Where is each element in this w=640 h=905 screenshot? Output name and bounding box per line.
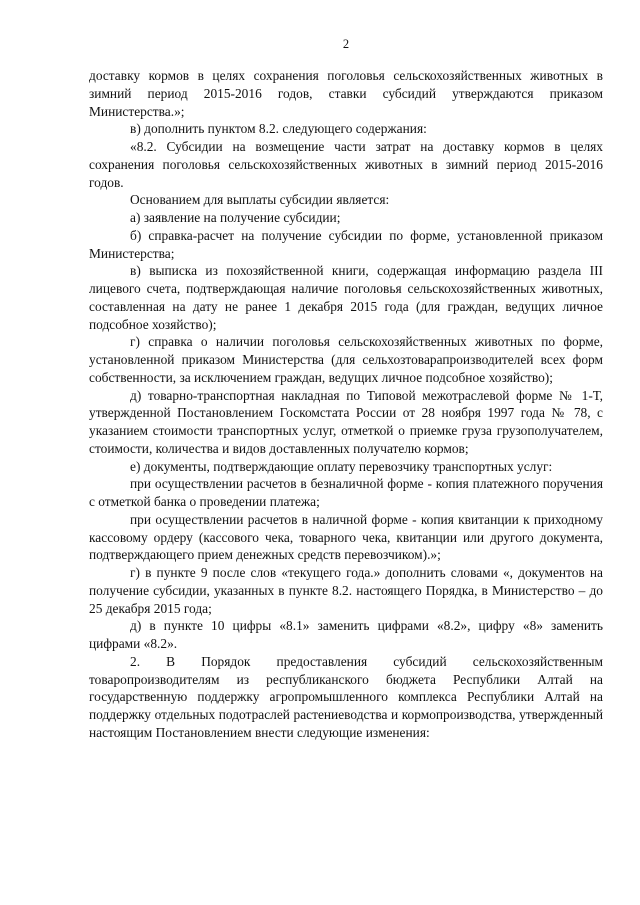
page-number: 2: [342, 37, 350, 51]
paragraph-point-8-2: «8.2. Субсидии на возмещение части затрат на доставку кормов в целях сохранения поголовья сельскохозяйственных животных в зимний период 2015-2016 годов.: [89, 139, 603, 190]
paragraph-item-d-point-10: д) в пункте 10 цифры «8.1» заменить цифрами «8.2», цифру «8» заменить цифрами «8.2».: [89, 618, 603, 651]
paragraph-item-v: в) дополнить пунктом 8.2. следующего содержания:: [130, 121, 427, 137]
paragraph-item-g-point-9: г) в пункте 9 после слов «текущего года.» дополнить словами «, документов на получение субсидии, указанных в пункте 8.2. настоящего Порядка, в Министерство – до 25 декабря 2015 года;: [89, 565, 603, 616]
paragraph-cash-payment: при осуществлении расчетов в наличной форме - копия квитанции к приходному кассовому ордеру (кассового чека, товарного чека, квитанции или другого документа, подтверждающего прием денежных средств перевозчиком).»;: [89, 511, 603, 563]
list-item-d: д) товарно-транспортная накладная по Типовой межотраслевой форме № 1-Т, утвержденной Постановлением Госкомстата России от 28 ноября 1997 года № 78, с указанием стоимости транспортных услуг, отметкой о приемке груза грузополучателем, стоимости, количества и видов доставленных получателю кормов;: [89, 387, 603, 456]
list-item-b: б) справка-расчет на получение субсидии по форме, установленной приказом Министерства;: [89, 227, 603, 261]
paragraph-continuation: доставку кормов в целях сохранения поголовья сельскохозяйственных животных в зимний период 2015-2016 годов, ставки субсидий утверждаются приказом Министерства.»;: [89, 68, 603, 119]
list-item-g: г) справка о наличии поголовья сельскохозяйственных животных по форме, установленной приказом Министерства (для сельхозтоварапроизводителей всех форм собственности, за исключением граждан, ведущих личное подсобное хозяйство);: [89, 334, 603, 385]
paragraph-basis: Основанием для выплаты субсидии является:: [130, 192, 390, 208]
list-item-v: в) выписка из похозяйственной книги, содержащая информацию раздела III лицевого счета, подтверждающая наличие поголовья сельскохозяйственных животных, составленная на дату не ранее 1 декабря 2015 года (для граждан, ведущих личное подсобное хозяйство);: [89, 263, 603, 332]
document-body: [89, 67, 603, 742]
list-item-e: е) документы, подтверждающие оплату перевозчику транспортных услуг:: [130, 458, 553, 474]
list-item-a: а) заявление на получение субсидии;: [130, 210, 341, 225]
paragraph-cashless-payment: при осуществлении расчетов в безналичной форме - копия платежного поручения с отметкой банка о проведении платежа;: [89, 476, 603, 509]
paragraph-section-2: 2. В Порядок предоставления субсидий сельскохозяйственным товаропроизводителям из республиканского бюджета Республики Алтай на государственную поддержку агропромышленного комплекса Республики Алтай на поддержку отдельных подотраслей растениеводства и кормопроизводства, утвержденный настоящим Постановлением внести следующие изменения:: [89, 653, 603, 740]
